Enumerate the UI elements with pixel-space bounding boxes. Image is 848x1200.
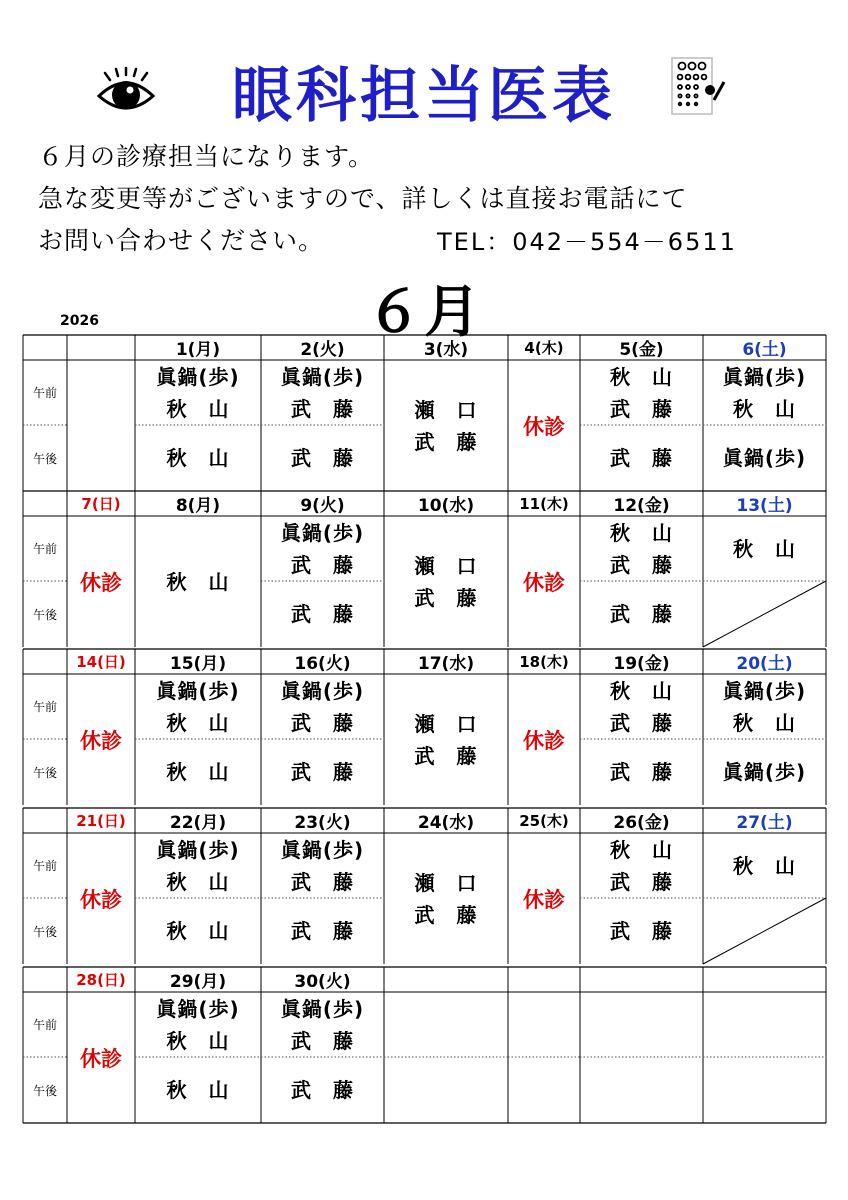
page-title: 眼科担当医表	[232, 61, 616, 131]
pm-label: 午後	[32, 765, 57, 780]
doctor-name: 瀬 口	[414, 870, 478, 895]
doctor-name: 秋 山	[733, 396, 796, 421]
afternoon-slot	[580, 425, 703, 491]
closed-label: 休診	[523, 728, 565, 753]
morning-slot	[703, 516, 826, 581]
afternoon-slot	[384, 1057, 508, 1123]
morning-slot	[580, 360, 703, 425]
doctor-name: 眞鍋(歩)	[280, 364, 365, 389]
morning-slot	[508, 992, 580, 1057]
date-header: 25(木)	[519, 812, 569, 830]
date-header: 12(金)	[613, 496, 670, 516]
merged-slot	[384, 674, 508, 805]
doctor-name: 武 藤	[414, 585, 478, 610]
doctor-name: 眞鍋(歩)	[722, 678, 807, 703]
doctor-name: 秋 山	[166, 760, 230, 784]
afternoon-slot	[580, 898, 703, 964]
date-header: 17(水)	[417, 654, 475, 674]
intro-line: 急な変更等がございますので、詳しくは直接お電話にて	[38, 184, 688, 213]
doctor-name: 秋 山	[166, 396, 230, 421]
doctor-name: 武 藤	[610, 869, 673, 894]
morning-slot	[703, 674, 826, 739]
doctor-name: 武 藤	[610, 446, 673, 470]
morning-slot	[580, 674, 703, 739]
closed-label: 休診	[523, 570, 565, 595]
afternoon-slot	[508, 1057, 580, 1123]
date-header: 30(火)	[294, 972, 351, 992]
merged-slot	[384, 833, 508, 964]
intro-line: お問い合わせください。	[38, 226, 325, 255]
morning-slot	[261, 833, 384, 898]
doctor-name: 武 藤	[414, 429, 478, 454]
doctor-name: 武 藤	[610, 919, 673, 943]
am-label: 午前	[32, 700, 57, 714]
doctor-name: 眞鍋(歩)	[280, 837, 365, 862]
doctor-name: 秋 山	[610, 837, 673, 862]
doctor-name: 秋 山	[610, 520, 673, 545]
date-header: 11(木)	[519, 495, 569, 513]
doctor-name: 瀬 口	[414, 711, 478, 736]
date-header: 19(金)	[613, 654, 670, 674]
doctor-name: 眞鍋(歩)	[156, 678, 240, 703]
date-header: 20(土)	[736, 654, 793, 674]
date-header: 26(金)	[613, 813, 670, 833]
date-header: 24(水)	[417, 813, 475, 833]
date-header: 29(月)	[169, 972, 227, 992]
doctor-name: 眞鍋(歩)	[156, 837, 240, 862]
date-header: 22(月)	[169, 813, 227, 833]
afternoon-slot	[135, 425, 261, 491]
date-header: 16(火)	[294, 654, 351, 674]
date-header	[67, 335, 135, 360]
afternoon-slot	[135, 739, 261, 805]
afternoon-slot	[703, 1057, 826, 1123]
afternoon-slot	[135, 1057, 261, 1123]
afternoon-slot	[580, 739, 703, 805]
doctor-name: 秋 山	[166, 710, 230, 735]
merged-slot	[508, 360, 580, 491]
doctor-name: 武 藤	[291, 710, 354, 735]
doctor-name: 秋 山	[733, 853, 796, 878]
doctor-name: 眞鍋(歩)	[722, 446, 807, 470]
afternoon-slot	[580, 581, 703, 647]
date-header: 4(木)	[524, 339, 564, 357]
afternoon-slot	[703, 581, 826, 647]
pm-label: 午後	[32, 451, 57, 466]
doctor-name: 秋 山	[166, 869, 230, 894]
doctor-name: 武 藤	[610, 710, 673, 735]
doctor-name: 眞鍋(歩)	[280, 678, 365, 703]
closed-label: 休診	[80, 1046, 122, 1071]
merged-slot	[67, 516, 135, 647]
afternoon-slot	[261, 425, 384, 491]
doctor-name: 秋 山	[733, 536, 796, 561]
closed-label: 休診	[523, 414, 565, 439]
closed-label: 休診	[80, 887, 122, 912]
am-label: 午前	[32, 386, 57, 400]
date-header: 3(水)	[423, 340, 469, 360]
doctor-name: 秋 山	[166, 1028, 230, 1053]
doctor-name: 瀬 口	[414, 553, 478, 578]
doctor-name: 瀬 口	[414, 397, 478, 422]
date-header: 14(日)	[76, 653, 126, 671]
doctor-name: 武 藤	[291, 446, 354, 470]
merged-slot	[384, 360, 508, 491]
date-header: 2(火)	[300, 340, 345, 360]
pm-label: 午後	[32, 924, 57, 939]
doctor-name: 秋 山	[166, 919, 230, 943]
date-header	[508, 967, 580, 992]
doctor-name: 武 藤	[291, 760, 354, 784]
am-label: 午前	[32, 1018, 57, 1032]
closed-label: 休診	[80, 728, 122, 753]
doctor-name: 武 藤	[291, 396, 354, 421]
morning-slot	[580, 833, 703, 898]
doctor-name: 武 藤	[291, 1078, 354, 1102]
morning-slot	[261, 992, 384, 1057]
doctor-name: 武 藤	[414, 902, 478, 927]
intro-line: ６月の診療担当になります。	[38, 142, 375, 171]
merged-slot	[135, 516, 261, 647]
date-header: 6(土)	[742, 340, 787, 360]
morning-slot	[384, 992, 508, 1057]
date-header: 18(木)	[519, 653, 569, 671]
afternoon-slot	[703, 739, 826, 805]
date-header	[580, 967, 703, 992]
doctor-name: 秋 山	[166, 1078, 230, 1102]
doctor-name: 眞鍋(歩)	[156, 996, 240, 1021]
am-label: 午前	[32, 859, 57, 873]
date-header: 21(日)	[76, 812, 126, 830]
date-header: 27(土)	[736, 813, 793, 833]
doctor-name: 武 藤	[610, 602, 673, 626]
morning-slot	[135, 833, 261, 898]
doctor-name: 眞鍋(歩)	[722, 760, 807, 784]
merged-slot	[384, 516, 508, 647]
pm-label: 午後	[32, 607, 57, 622]
merged-slot	[508, 674, 580, 805]
am-label: 午前	[32, 542, 57, 556]
closed-label: 休診	[523, 887, 565, 912]
doctor-name: 秋 山	[166, 446, 230, 470]
merged-slot	[67, 360, 135, 491]
morning-slot	[703, 992, 826, 1057]
closed-label: 休診	[80, 570, 122, 595]
morning-slot	[703, 833, 826, 898]
date-header: 9(火)	[300, 496, 345, 516]
morning-slot	[135, 674, 261, 739]
doctor-name: 武 藤	[414, 743, 478, 768]
date-header	[703, 967, 826, 992]
date-header: 1(月)	[175, 340, 221, 360]
merged-slot	[508, 833, 580, 964]
doctor-name: 眞鍋(歩)	[156, 364, 240, 389]
doctor-name: 秋 山	[610, 678, 673, 703]
date-header: 28(日)	[76, 971, 126, 989]
doctor-name: 秋 山	[733, 710, 796, 735]
doctor-name: 武 藤	[610, 396, 673, 421]
doctor-name: 秋 山	[166, 569, 230, 594]
merged-slot	[67, 992, 135, 1123]
doctor-name: 武 藤	[610, 552, 673, 577]
morning-slot	[580, 516, 703, 581]
date-header: 8(月)	[175, 496, 221, 516]
morning-slot	[703, 360, 826, 425]
doctor-name: 武 藤	[291, 919, 354, 943]
merged-slot	[67, 674, 135, 805]
morning-slot	[135, 992, 261, 1057]
merged-slot	[508, 516, 580, 647]
morning-slot	[135, 360, 261, 425]
doctor-name: 眞鍋(歩)	[722, 364, 807, 389]
afternoon-slot	[261, 739, 384, 805]
morning-slot	[580, 992, 703, 1057]
pm-label: 午後	[32, 1083, 57, 1098]
afternoon-slot	[703, 425, 826, 491]
doctor-name: 武 藤	[291, 1028, 354, 1053]
afternoon-slot	[135, 898, 261, 964]
date-header: 10(水)	[417, 496, 475, 516]
eye-icon	[96, 66, 156, 116]
afternoon-slot	[580, 1057, 703, 1123]
afternoon-slot	[261, 898, 384, 964]
doctor-name: 武 藤	[291, 602, 354, 626]
afternoon-slot	[261, 1057, 384, 1123]
date-header: 23(火)	[294, 813, 351, 833]
morning-slot	[261, 516, 384, 581]
date-header: 15(月)	[169, 654, 227, 674]
date-header: 13(土)	[736, 496, 793, 516]
morning-slot	[261, 360, 384, 425]
eye-chart-icon	[670, 56, 730, 118]
doctor-name: 武 藤	[610, 760, 673, 784]
date-header: 7(日)	[81, 495, 121, 513]
doctor-name: 眞鍋(歩)	[280, 520, 365, 545]
month-heading: ６月	[366, 280, 482, 345]
year-label: 2026	[60, 313, 99, 329]
afternoon-slot	[703, 898, 826, 964]
date-header	[384, 967, 508, 992]
morning-slot	[261, 674, 384, 739]
doctor-name: 眞鍋(歩)	[280, 996, 365, 1021]
date-header: 5(金)	[619, 340, 664, 360]
doctor-name: 秋 山	[610, 364, 673, 389]
doctor-name: 武 藤	[291, 869, 354, 894]
afternoon-slot	[261, 581, 384, 647]
merged-slot	[67, 833, 135, 964]
doctor-name: 武 藤	[291, 552, 354, 577]
phone-number: TEL：042－554－6511	[437, 228, 737, 256]
